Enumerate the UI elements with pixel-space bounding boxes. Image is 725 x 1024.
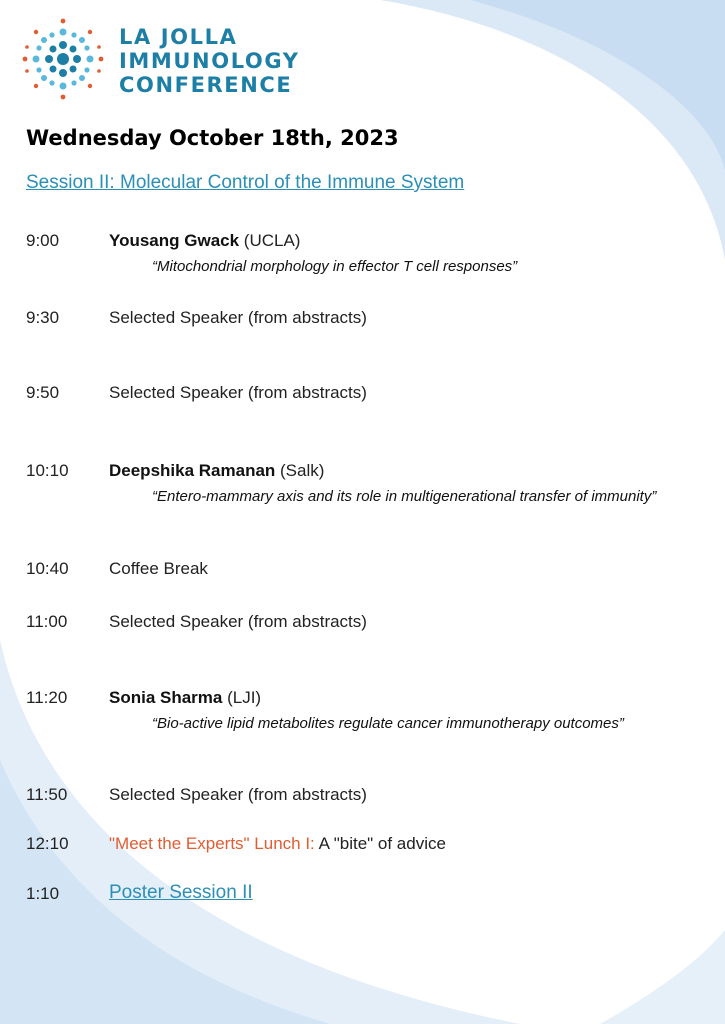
time-label: 11:20 (26, 688, 68, 707)
speaker-entry (109, 461, 324, 481)
speaker-affiliation: (UCLA) (239, 231, 301, 250)
time-label: 11:50 (26, 785, 68, 804)
conference-logo (22, 18, 322, 100)
talk-title: “Entero-mammary axis and its role in multigenerational transfer of immunity” (152, 488, 657, 505)
speaker-name: Sonia Sharma (109, 688, 223, 707)
time-label: 10:10 (26, 461, 69, 480)
time-label: 9:30 (26, 308, 60, 327)
session-entry: Selected Speaker (from abstracts) (109, 785, 367, 804)
speaker-affiliation: (Salk) (275, 461, 325, 480)
session-entry: Selected Speaker (from abstracts) (109, 612, 367, 631)
speaker-name: Deepshika Ramanan (109, 461, 276, 480)
logo-line-2: IMMUNOLOGY (119, 49, 300, 73)
session-title-link[interactable]: Session II: Molecular Control of the Immune System (26, 172, 465, 193)
session-entry: Selected Speaker (from abstracts) (109, 308, 367, 327)
speaker-affiliation: (LJI) (222, 688, 262, 707)
poster-entry (109, 882, 253, 904)
logo-line-1: LA JOLLA (119, 25, 238, 49)
time-label: 12:10 (26, 834, 69, 853)
talk-title: “Bio-active lipid metabolites regulate cancer immunotherapy outcomes” (152, 715, 624, 732)
time-label: 1:10 (26, 884, 60, 903)
time-label: 9:00 (26, 231, 60, 250)
logo-line-3: CONFERENCE (119, 73, 293, 97)
speaker-entry (109, 231, 300, 251)
break-entry: Coffee Break (109, 559, 208, 578)
lunch-description: A "bite" of advice (314, 834, 446, 853)
poster-session-link[interactable]: Poster Session II (109, 882, 253, 903)
time-label: 9:50 (26, 383, 60, 402)
talk-title: “Mitochondrial morphology in effector T cell responses” (152, 258, 518, 275)
speaker-name: Yousang Gwack (109, 231, 240, 250)
time-label: 11:00 (26, 612, 68, 631)
day-title: Wednesday October 18th, 2023 (26, 126, 399, 150)
immune-cell-logo-icon (22, 18, 104, 100)
session-entry: Selected Speaker (from abstracts) (109, 383, 367, 402)
logo-wordmark (119, 25, 300, 97)
lunch-entry (109, 834, 446, 854)
time-label: 10:40 (26, 559, 69, 578)
lunch-highlight: "Meet the Experts" Lunch I: (109, 834, 315, 853)
speaker-entry (109, 688, 261, 708)
